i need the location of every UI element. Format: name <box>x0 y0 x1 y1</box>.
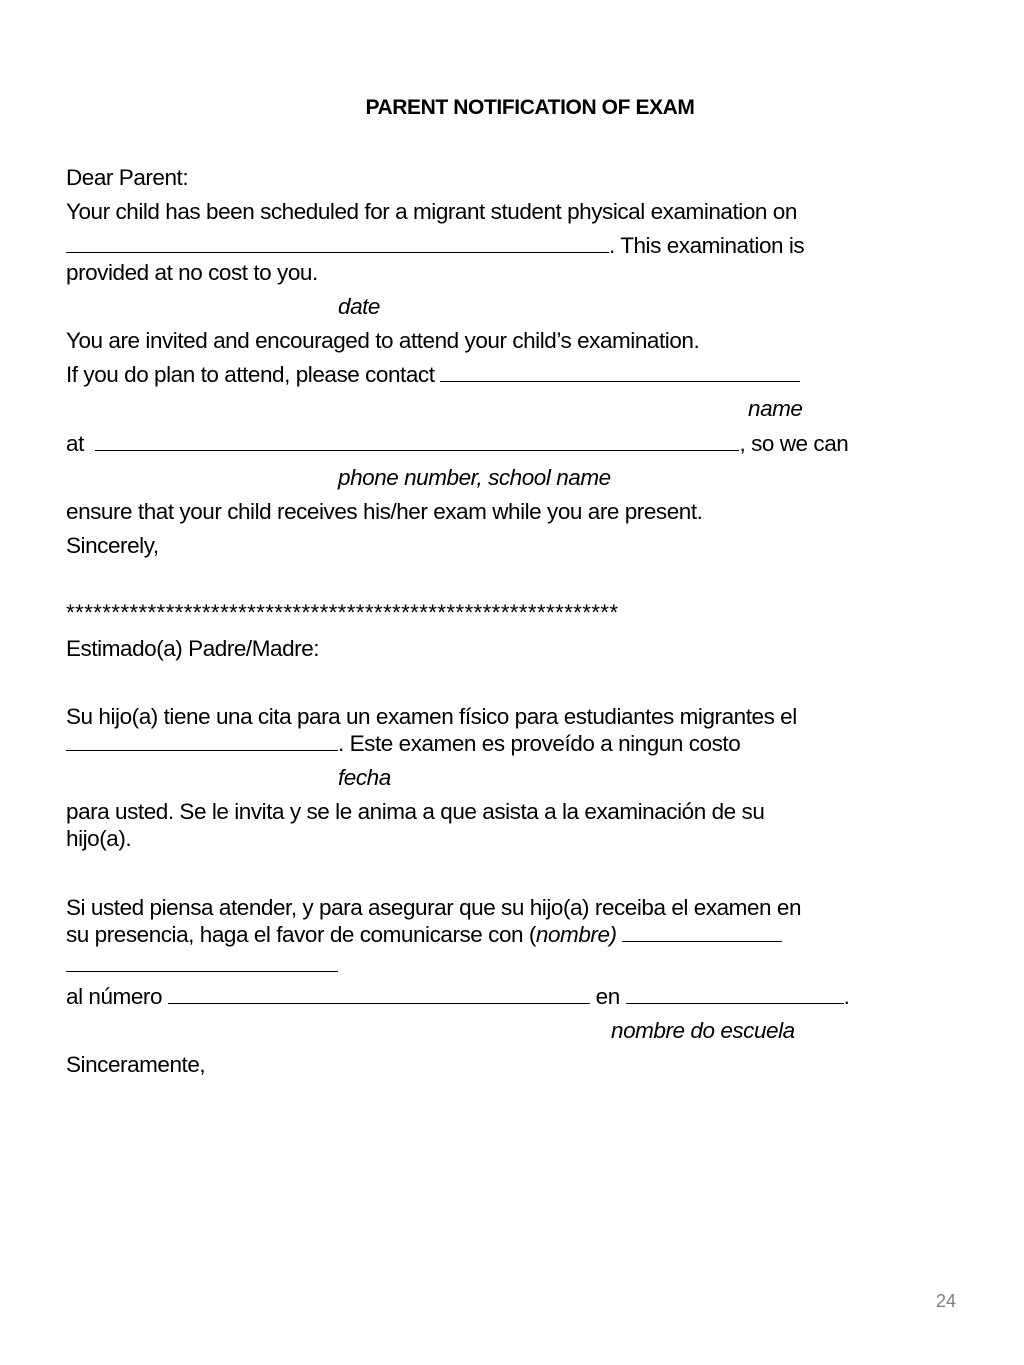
english-line-7: ensure that your child receives his/her exam while you are present. <box>66 499 703 524</box>
nombre-blank-2[interactable] <box>66 953 338 972</box>
english-line-5-text: If you do plan to attend, please contact <box>66 362 435 387</box>
phone-school-label: phone number, school name <box>338 465 611 490</box>
date-blank[interactable] <box>66 234 609 253</box>
english-line-6-suffix: , so we can <box>739 431 849 456</box>
english-line-4: You are invited and encouraged to attend your child’s examination. <box>66 328 700 353</box>
english-closing: Sincerely, <box>66 533 159 558</box>
english-line-5 <box>66 362 800 388</box>
english-line-6-prefix: at <box>66 431 84 456</box>
spanish-salutation: Estimado(a) Padre/Madre: <box>66 636 320 661</box>
numero-blank[interactable] <box>168 985 590 1004</box>
english-line-3: provided at no cost to you. <box>66 260 318 285</box>
school-name-label: nombre do escuela <box>611 1018 795 1043</box>
fecha-label: fecha <box>338 765 391 790</box>
spanish-line-8-mid: en <box>595 984 620 1009</box>
english-line-2-text: . This examination is <box>609 233 805 258</box>
spanish-line-1: Su hijo(a) tiene una cita para un examen físico para estudiantes migrantes el <box>66 704 797 729</box>
spanish-line-2 <box>66 731 740 757</box>
english-line-6 <box>66 431 848 457</box>
english-line-1: Your child has been scheduled for a migrant student physical examination on <box>66 199 797 224</box>
spanish-line-6 <box>66 922 782 948</box>
spanish-line-6-prefix: su presencia, haga el favor de comunicarse con ( <box>66 922 536 947</box>
contact-name-blank[interactable] <box>440 363 800 382</box>
spanish-closing: Sinceramente, <box>66 1052 206 1077</box>
date-label: date <box>338 294 380 319</box>
spanish-line-2-text: . Este examen es proveído a ningun costo <box>338 731 741 756</box>
spanish-line-8 <box>66 984 849 1010</box>
nombre-blank-1[interactable] <box>622 923 782 942</box>
phone-school-blank[interactable] <box>95 432 739 451</box>
spanish-line-8-end: . <box>843 984 850 1009</box>
nombre-label: nombre) <box>535 922 617 947</box>
separator-line: ************************************************************* <box>66 600 619 625</box>
name-label: name <box>748 396 803 421</box>
spanish-line-5: Si usted piensa atender, y para asegurar que su hijo(a) receiba el examen en <box>66 895 802 920</box>
escuela-blank[interactable] <box>626 985 844 1004</box>
english-line-2 <box>66 233 804 259</box>
spanish-line-8-prefix: al número <box>66 984 163 1009</box>
document-title: PARENT NOTIFICATION OF EXAM <box>365 96 695 119</box>
fecha-blank[interactable] <box>66 732 338 751</box>
spanish-line-4: hijo(a). <box>66 826 132 851</box>
spanish-line-3: para usted. Se le invita y se le anima a que asista a la examinación de su <box>66 799 765 824</box>
spanish-line-7 <box>66 952 338 978</box>
english-salutation: Dear Parent: <box>66 165 189 190</box>
page-number: 24 <box>936 1291 957 1311</box>
